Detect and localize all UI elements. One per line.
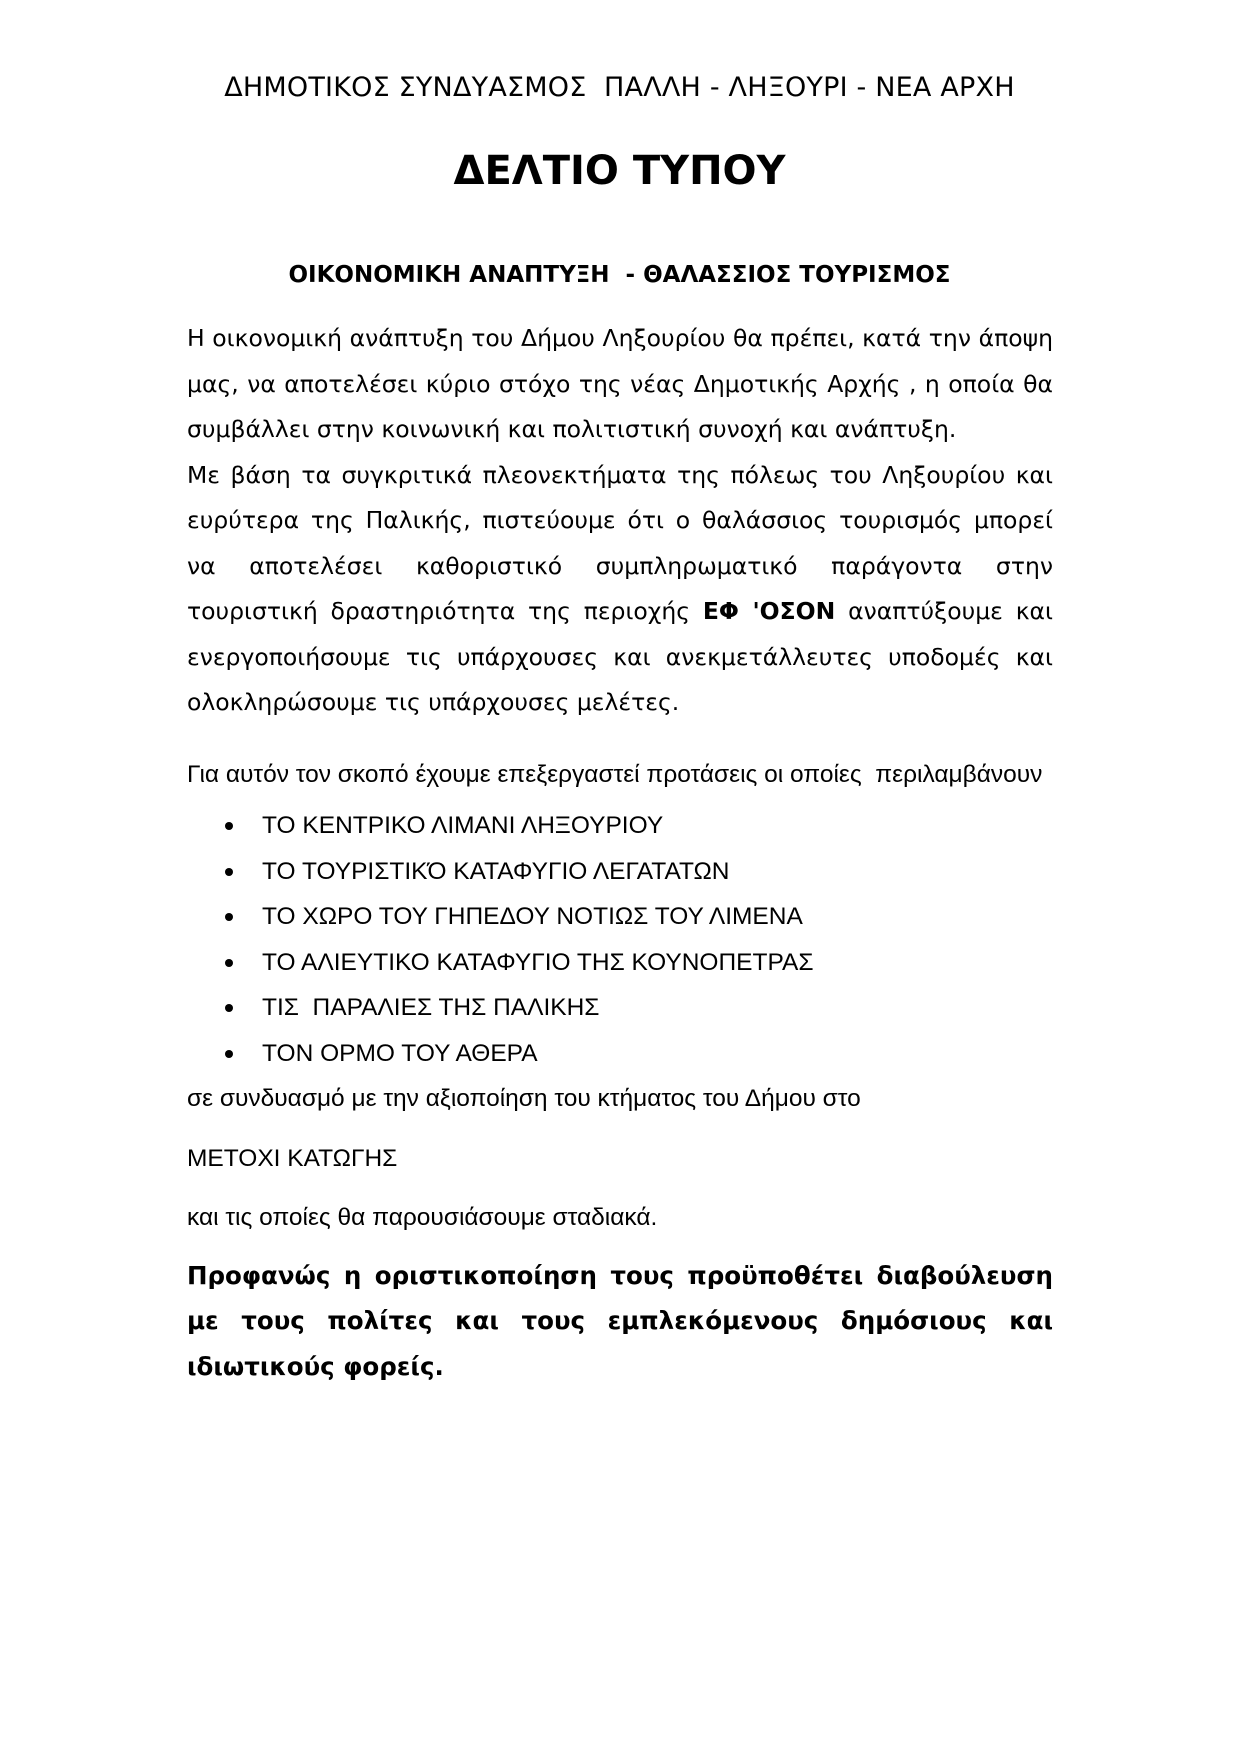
paragraph-maritime-tourism-emphasis: ΕΦ 'ΟΣΟΝ — [702, 597, 836, 625]
list-item-text: ΤΟ ΚΕΝΤΡΙΚΟ ΛΙΜΑΝΙ ΛΗΞΟΥΡΙΟΥ — [262, 812, 664, 839]
bullet-icon — [225, 1004, 233, 1012]
document-subtitle: ΟΙΚΟΝΟΜΙΚΗ ΑΝΑΠΤΥΞΗ - ΘΑΛΑΣΣΙΟΣ ΤΟΥΡΙΣΜΟΣ — [288, 262, 951, 288]
list-item-text: ΤΟΝ ΟΡΜΟ ΤΟΥ ΑΘΕΡΑ — [262, 1039, 538, 1067]
presentation-text: και τις οποίες θα παρουσιάσουμε σταδιακά. — [187, 1204, 658, 1231]
list-item-text: ΤΟ ΧΩΡΟ ΤΟΥ ΓΗΠΕΔΟΥ ΝΟΤΙΩΣ ΤΟΥ ΛΙΜΕΝΑ — [262, 903, 803, 930]
conclusion-text: Προφανώς η οριστικοποίηση τους προϋποθέτει διαβούλευση με τους πολίτες και τους εμπλεκόμενους δημόσιους και ιδιωτικούς φορείς. — [187, 1260, 1053, 1381]
list-item — [187, 940, 1053, 986]
proposals-list — [187, 803, 1053, 1076]
list-item-text: ΤΟ ΤΟΥΡΙΣΤΙΚΌ ΚΑΤΑΦΥΓΙΟ ΛΕΓΑΤΑΤΩΝ — [262, 857, 730, 885]
paragraph-maritime-tourism-part2: αναπτύξουμε και ενεργοποιήσουμε τις υπάρχουσες και ανεκμετάλλευτες υποδομές και ολοκληρώσουμε τις υπάρχουσες μελέτες. — [187, 597, 1053, 716]
list-item — [187, 849, 1053, 895]
organization-name: ΔΗΜΟΤΙΚΟΣ ΣΥΝΔΥΑΣΜΟΣ ΠΑΛΛΗ - ΛΗΞΟΥΡΙ - ΝΕΑ ΑΡΧΗ — [224, 72, 1015, 103]
list-item — [187, 985, 1053, 1031]
list-item — [187, 894, 1053, 940]
document-body — [187, 316, 1053, 1389]
bullet-icon — [225, 822, 233, 830]
bullet-icon — [225, 959, 233, 967]
bullet-icon — [225, 868, 233, 876]
list-item-text: ΤΟ ΑΛΙΕΥΤΙΚΟ ΚΑΤΑΦΥΓΙΟ ΤΗΣ ΚΟΥΝΟΠΕΤΡΑΣ — [262, 948, 814, 976]
bullet-icon — [225, 1050, 233, 1058]
combination-text: σε συνδυασμό με την αξιοποίηση του κτήματος του Δήμου στο — [187, 1085, 861, 1112]
list-item — [187, 1031, 1053, 1077]
list-item-text: ΤΙΣ ΠΑΡΑΛΙΕΣ ΤΗΣ ΠΑΛΙΚΗΣ — [262, 994, 600, 1021]
paragraph-economic-development: Η οικονομική ανάπτυξη του Δήμου Ληξουρίου θα πρέπει, κατά την άποψη μας, να αποτελέσει κύριο στόχο της νέας Δημοτικής Αρχής , η οποία θα συμβάλλει στην κοινωνική και πολιτιστική συνοχή και ανάπτυξη. — [187, 324, 1053, 443]
paragraph-maritime-tourism — [187, 453, 1053, 726]
proposals-intro: Για αυτόν τον σκοπό έχουμε επεξεργαστεί προτάσεις οι οποίες περιλαμβάνουν — [187, 760, 1043, 788]
document-title: ΔΕΛΤΙΟ ΤΥΠΟΥ — [453, 148, 786, 194]
location-name: ΜΕΤΟΧΙ ΚΑΤΩΓΗΣ — [187, 1144, 398, 1172]
paragraph-maritime-tourism-part1: Με βάση τα συγκριτικά πλεονεκτήματα της πόλεως του Ληξουρίου και ευρύτερα της Παλικής, πιστεύουμε ότι ο θαλάσσιος τουρισμός μπορεί να αποτελέσει καθοριστικό συμπληρωματικό παράγοντα στην τουριστική δραστηριότητα της περιοχής — [187, 460, 1053, 625]
list-item — [187, 803, 1053, 849]
bullet-icon — [225, 913, 233, 921]
